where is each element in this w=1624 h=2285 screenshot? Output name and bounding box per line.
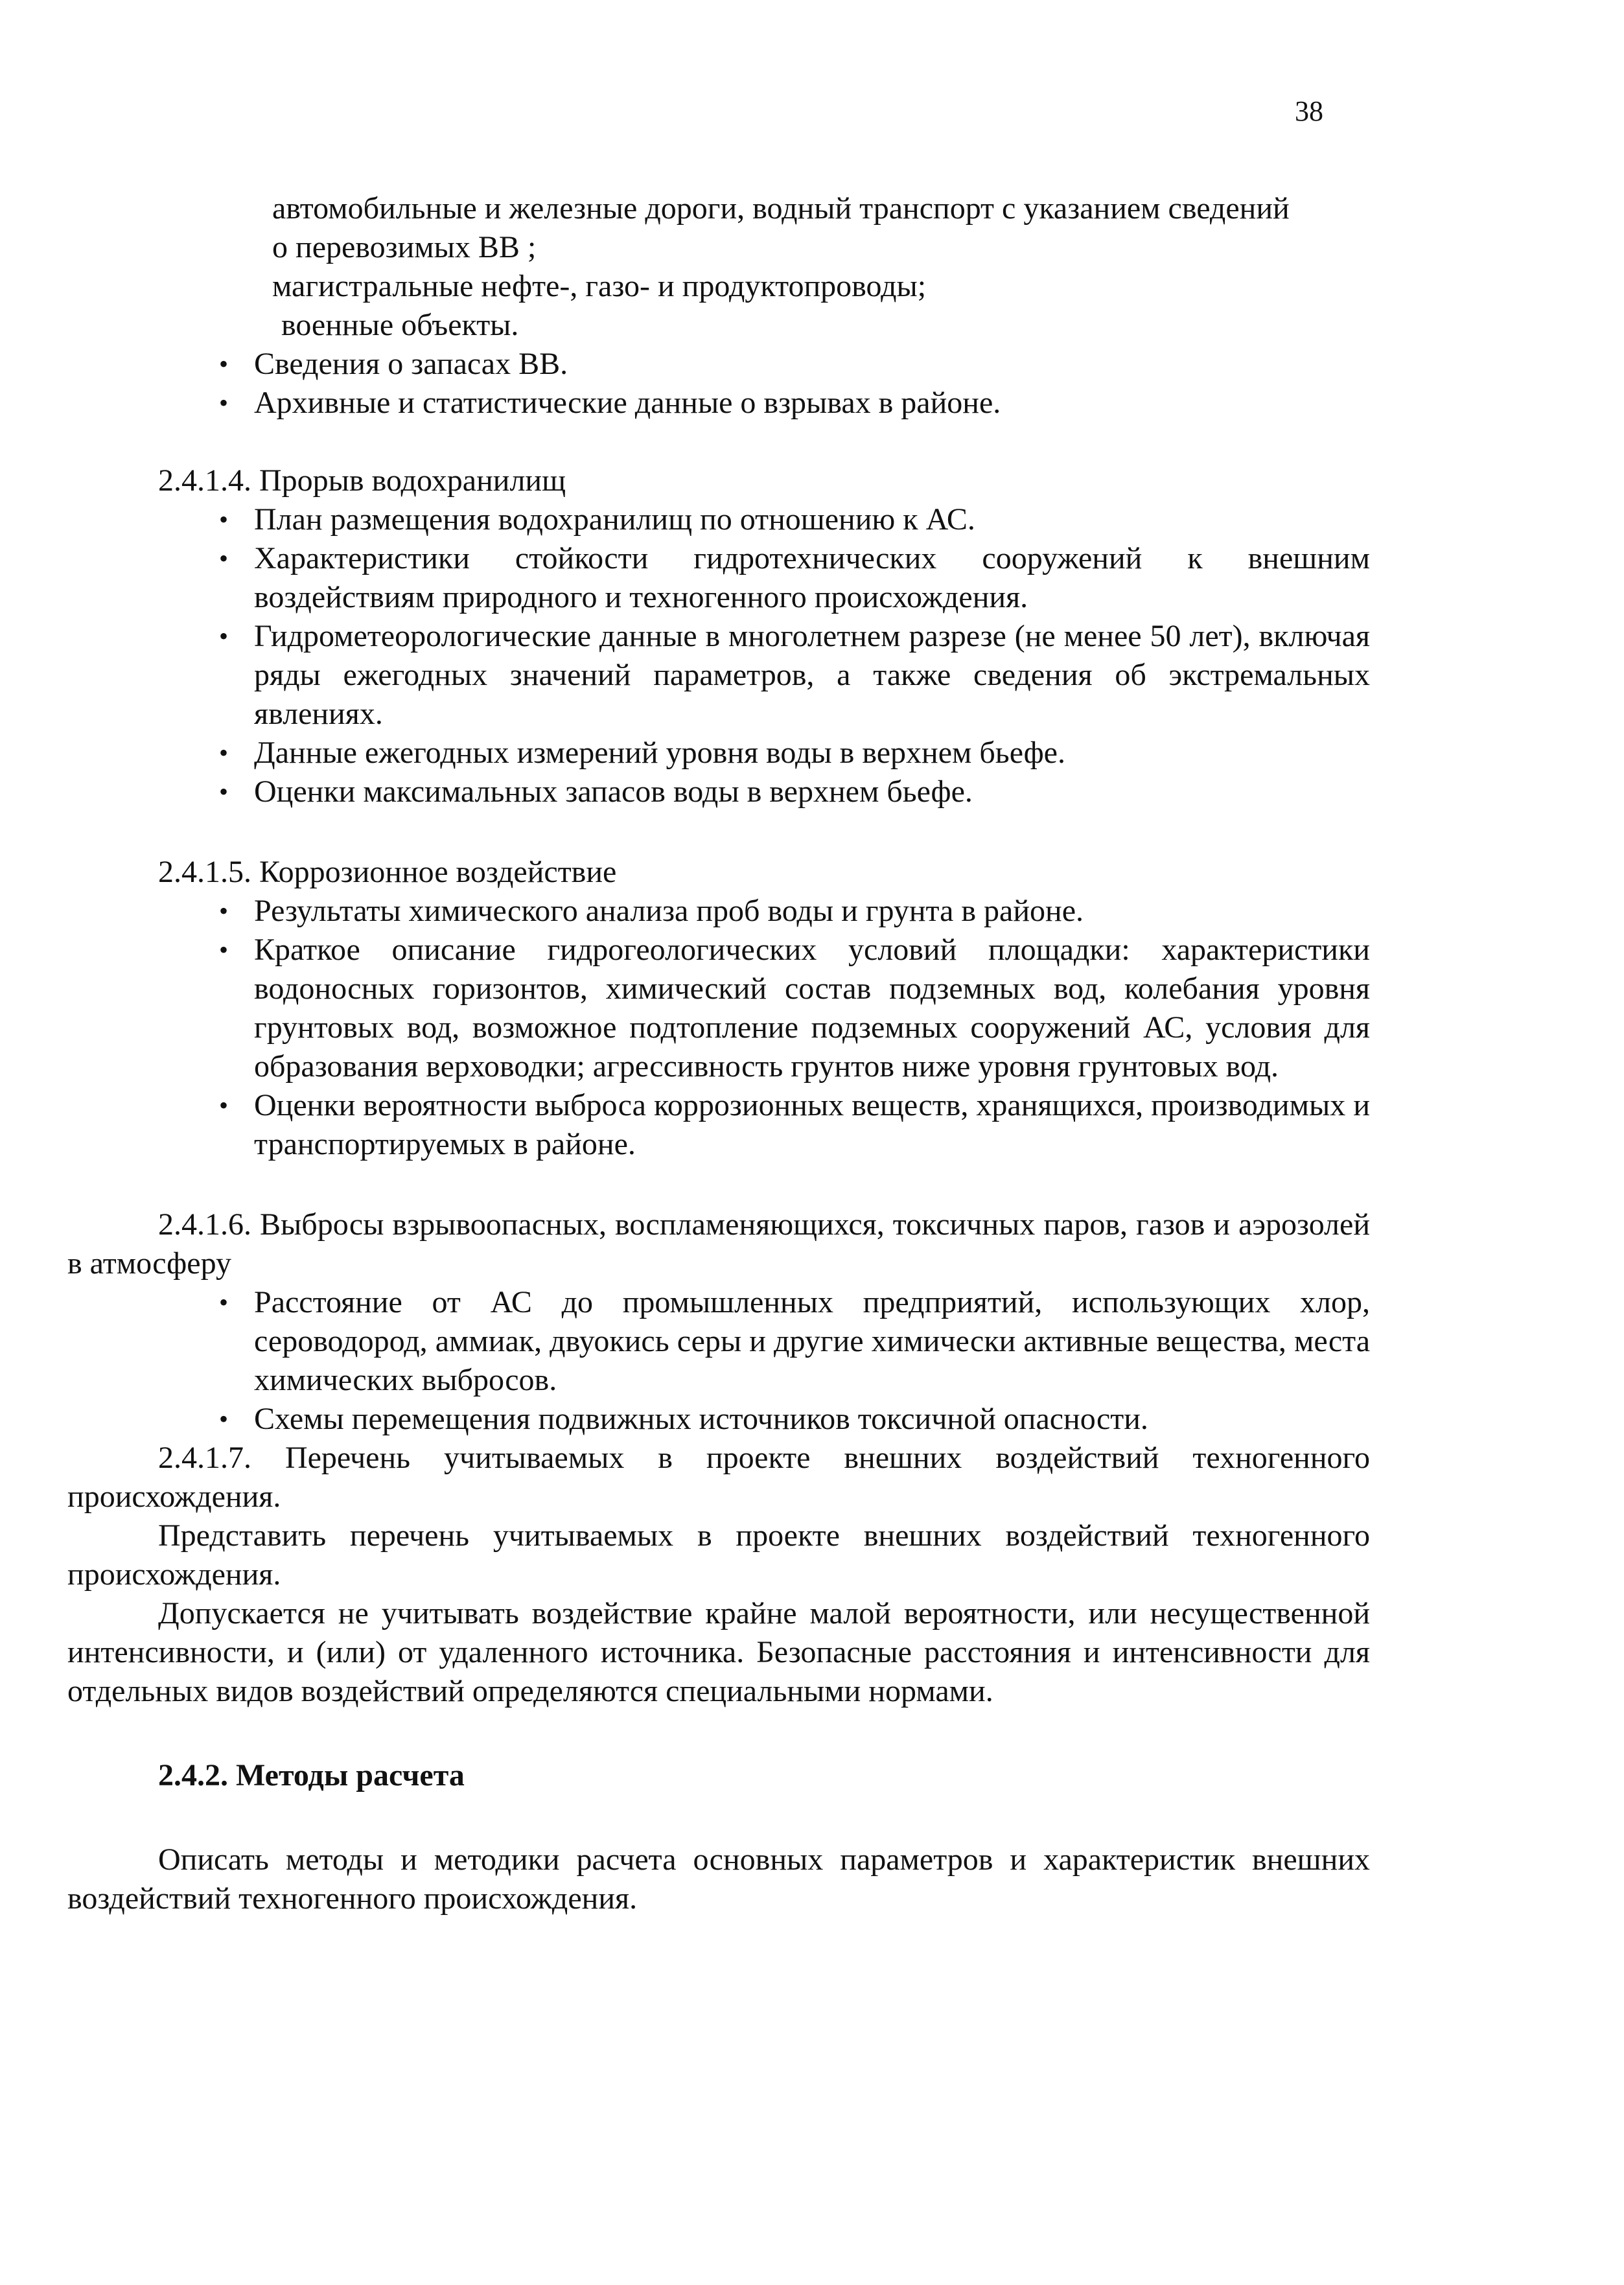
bullet-icon: • [219, 349, 229, 378]
list-item: • Характеристики стойкости гидротехнических сооружений к внешним воздействиям природного и техногенного происхождения. [254, 539, 1370, 617]
bullet-icon: • [219, 777, 229, 806]
section-heading-2417: 2.4.1.7. Перечень учитываемых в проекте внешних воздействий техногенного происхождения. [67, 1441, 1370, 1514]
list-item: • Результаты химического анализа проб воды и грунта в районе. [254, 892, 1370, 931]
section-heading-242: 2.4.2. Методы расчета [158, 1758, 465, 1792]
section-heading-2414: 2.4.1.4. Прорыв водохранилищ [158, 463, 566, 498]
bullet-list-reservoirs [67, 500, 1370, 811]
bullet-icon: • [219, 388, 229, 417]
bullet-icon: • [219, 621, 229, 651]
intro-line: военные объекты. [281, 308, 519, 342]
bullet-icon: • [219, 505, 229, 534]
list-item: • Оценки максимальных запасов воды в верхнем бьефе. [254, 772, 1370, 811]
list-item: • Краткое описание гидрогеологических условий площадки: характеристики водоносных горизонтов, химический состав подземных вод, колебания уровня грунтовых вод, возможное подтопление подземных сооружений АС, условия для образования верховодки; агрессивность грунтов ниже уровня грунтовых вод. [254, 931, 1370, 1086]
bullet-list-explosives [67, 345, 1370, 423]
list-item: • Оценки вероятности выброса коррозионных веществ, хранящихся, производимых и транспортируемых в районе. [254, 1086, 1370, 1164]
list-item: • Гидрометеорологические данные в многолетнем разрезе (не менее 50 лет), включая ряды ежегодных значений параметров, а также сведения об экстремальных явлениях. [254, 617, 1370, 734]
list-item: • Сведения о запасах ВВ. [254, 345, 1370, 384]
continued-list-text [67, 189, 1370, 345]
bullet-icon: • [219, 738, 229, 767]
bullet-icon: • [219, 1288, 229, 1317]
bullet-icon: • [219, 544, 229, 573]
section-heading-2416: 2.4.1.6. Выбросы взрывоопасных, воспламеняющихся, токсичных паров, газов и аэрозолей в атмосферу [67, 1207, 1370, 1281]
list-item: • Данные ежегодных измерений уровня воды в верхнем бьефе. [254, 734, 1370, 772]
paragraph: Представить перечень учитываемых в проекте внешних воздействий техногенного происхождения. [67, 1518, 1370, 1592]
paragraph: Описать методы и методики расчета основных параметров и характеристик внешних воздействий техногенного происхождения. [67, 1842, 1370, 1916]
list-item: • Схемы перемещения подвижных источников токсичной опасности. [254, 1400, 1370, 1439]
bullet-list-corrosion [67, 892, 1370, 1164]
intro-line: о перевозимых ВВ ; [272, 230, 537, 264]
intro-line: автомобильные и железные дороги, водный транспорт с указанием сведений [272, 191, 1290, 226]
bullet-icon: • [219, 1091, 229, 1120]
bullet-icon: • [219, 896, 229, 925]
section-heading-2415: 2.4.1.5. Коррозионное воздействие [158, 855, 617, 889]
intro-line: магистральные нефте-, газо- и продуктопроводы; [272, 269, 927, 303]
list-item: • План размещения водохранилищ по отношению к АС. [254, 500, 1370, 539]
list-item: • Расстояние от АС до промышленных предприятий, использующих хлор, сероводород, аммиак, двуокись серы и другие химически активные вещества, места химических выбросов. [254, 1283, 1370, 1400]
bullet-list-emissions [67, 1283, 1370, 1439]
list-item: • Архивные и статистические данные о взрывах в районе. [254, 384, 1370, 423]
paragraph: Допускается не учитывать воздействие крайне малой вероятности, или несущественной интенсивности, и (или) от удаленного источника. Безопасные расстояния и интенсивности для отдельных видов воздействий определяются специальными нормами. [67, 1596, 1370, 1708]
page-number: 38 [1295, 95, 1323, 127]
document-body [67, 189, 1370, 1918]
bullet-icon: • [219, 1404, 229, 1433]
bullet-icon: • [219, 935, 229, 964]
